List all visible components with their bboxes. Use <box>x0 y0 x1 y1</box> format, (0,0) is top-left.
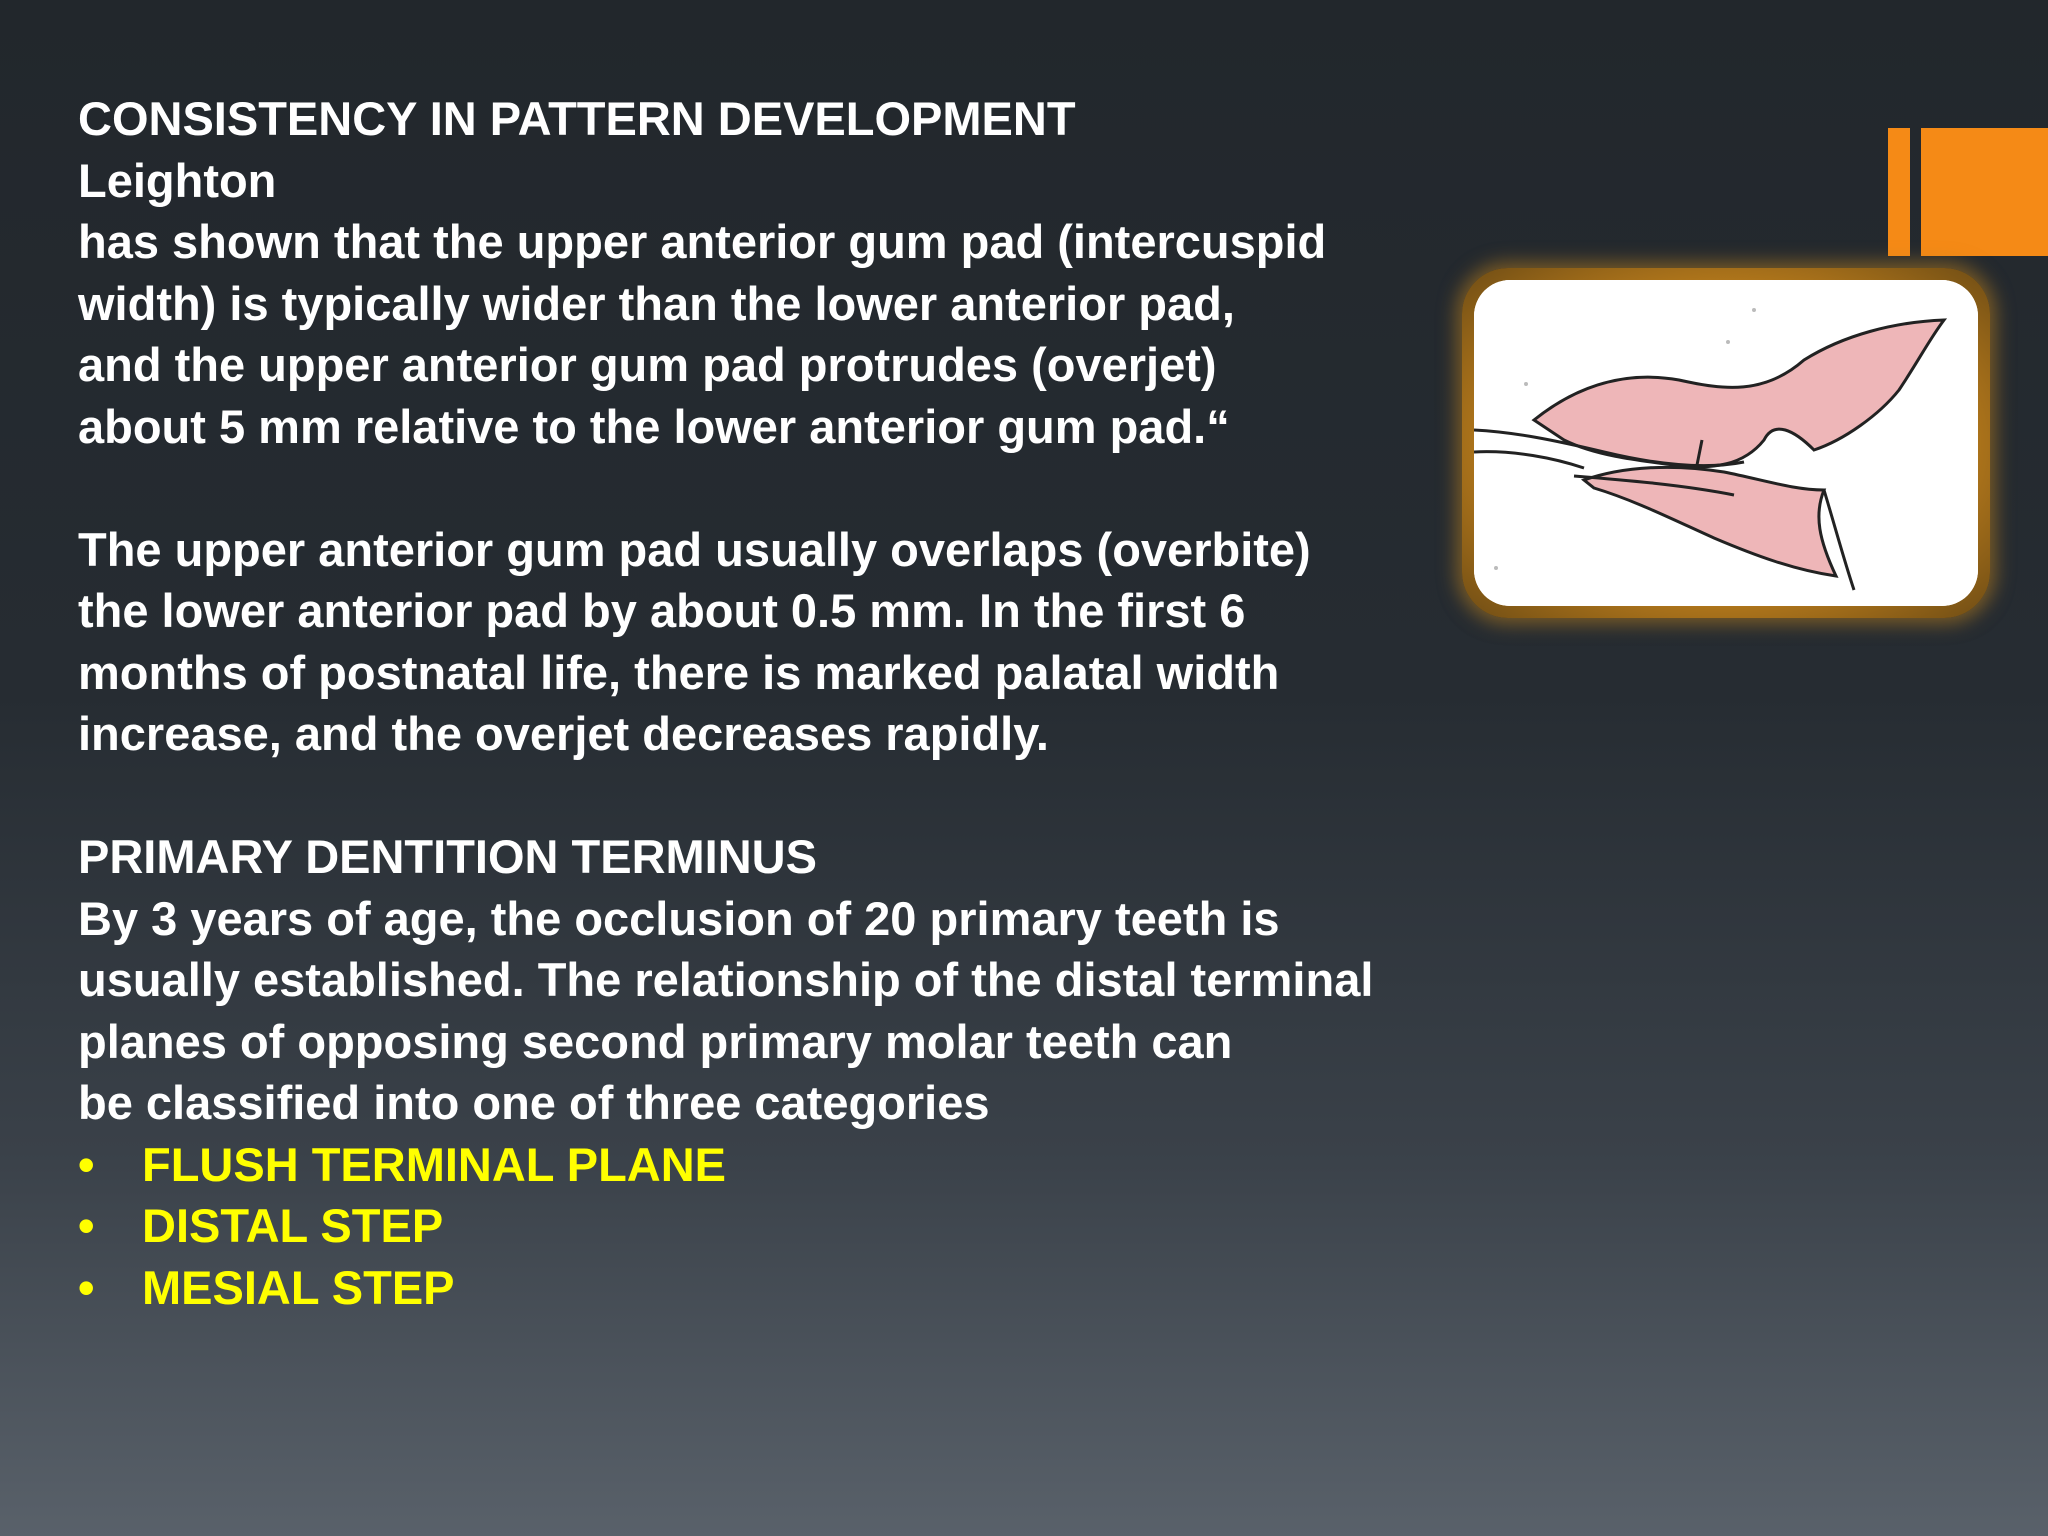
gum-pads-illustration-icon <box>1474 280 1978 606</box>
bullet-icon: • <box>78 1260 95 1314</box>
paragraph-3-line-2: usually established. The relationship of the distal terminal <box>78 953 1374 1006</box>
paragraph-3-line-1: By 3 years of age, the occlusion of 20 primary teeth is <box>78 891 1280 945</box>
paragraph-2-line-2: the lower anterior pad by about 0.5 mm. In the first 6 <box>78 584 1246 637</box>
paragraph-2-line-3: months of postnatal life, there is marked palatal width <box>78 645 1280 699</box>
accent-bar-thin <box>1888 128 1910 256</box>
bullet-text-distal: DISTAL STEP <box>142 1199 444 1252</box>
slide-body-text <box>78 88 1508 1318</box>
accent-bar-thick <box>1921 128 2048 256</box>
paragraph-2-line-1: The upper anterior gum pad usually overlaps (overbite) <box>78 522 1311 576</box>
paragraph-1-line-3: and the upper anterior gum pad protrudes (overjet) <box>78 338 1217 391</box>
paragraph-1-line-4: about 5 mm relative to the lower anterior gum pad.“ <box>78 399 1230 453</box>
paragraph-2-line-4: increase, and the overjet decreases rapidly. <box>78 707 1049 760</box>
gum-pad-figure-frame <box>1462 268 1990 618</box>
list-item <box>78 1134 1508 1196</box>
section-heading-consistency: CONSISTENCY IN PATTERN DEVELOPMENT <box>78 92 1076 145</box>
terminal-plane-list <box>78 1134 1508 1319</box>
list-item <box>78 1257 1508 1319</box>
paragraph-3-line-3: planes of opposing second primary molar teeth can <box>78 1014 1233 1068</box>
paragraph-1-line-1: has shown that the upper anterior gum pad (intercuspid <box>78 215 1327 268</box>
spacer <box>78 765 1508 827</box>
spacer <box>78 457 1508 519</box>
section-heading-terminus: PRIMARY DENTITION TERMINUS <box>78 830 817 883</box>
paragraph-1-line-2: width) is typically wider than the lower anterior pad, <box>78 276 1235 330</box>
paragraph-3-line-4: be classified into one of three categories <box>78 1076 990 1129</box>
gum-pad-figure <box>1474 280 1978 606</box>
bullet-icon: • <box>78 1199 95 1252</box>
bullet-icon: • <box>78 1137 95 1191</box>
bullet-text-mesial: MESIAL STEP <box>142 1260 455 1314</box>
list-item <box>78 1195 1508 1257</box>
bullet-text-flush: FLUSH TERMINAL PLANE <box>142 1137 727 1191</box>
author-name: Leighton <box>78 153 277 207</box>
